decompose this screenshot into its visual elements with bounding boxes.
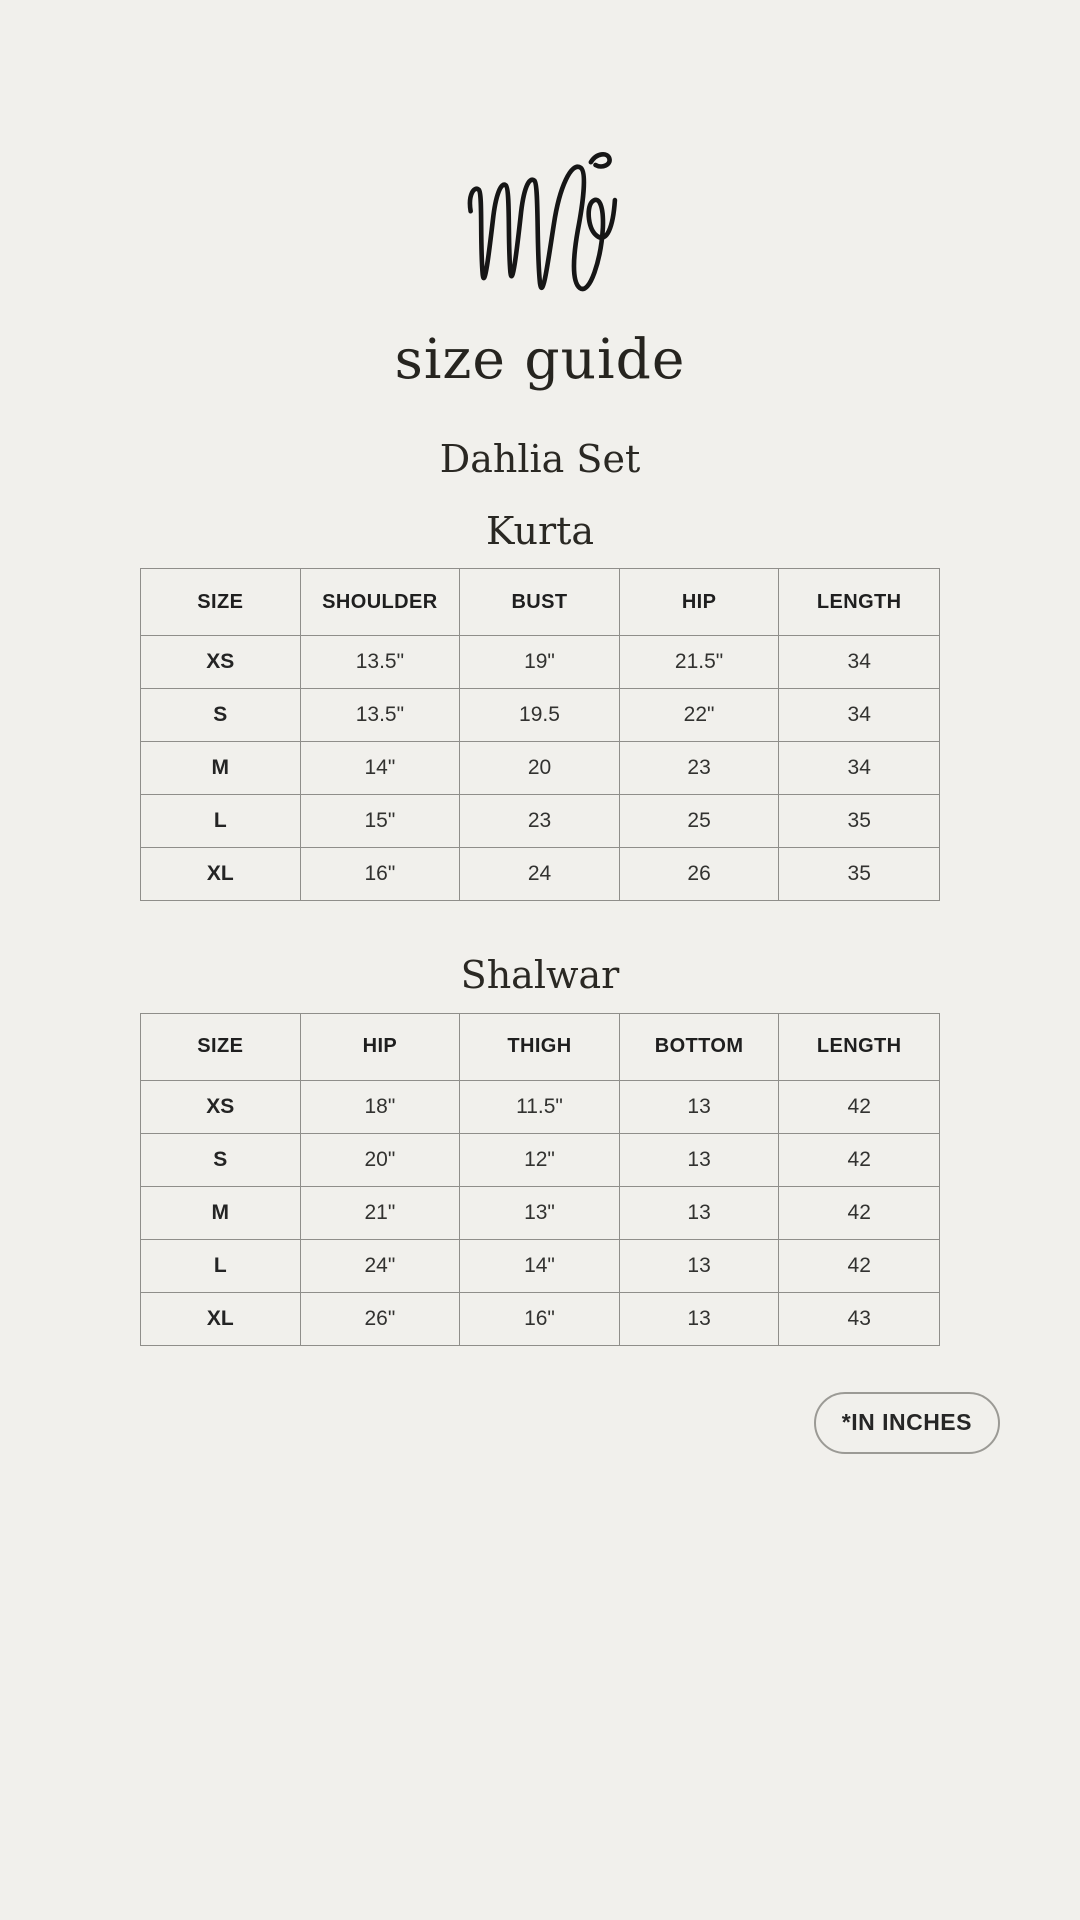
table-row bbox=[141, 742, 939, 795]
value-cell: 19" bbox=[460, 636, 620, 688]
size-cell: M bbox=[141, 1187, 301, 1239]
table-header-row bbox=[141, 569, 939, 636]
size-cell: XS bbox=[141, 636, 301, 688]
value-cell: 21.5" bbox=[620, 636, 780, 688]
shalwar-size-table bbox=[140, 1013, 940, 1346]
value-cell: 14" bbox=[301, 742, 461, 794]
value-cell: 42 bbox=[847, 1147, 871, 1171]
value-cell: 24 bbox=[460, 848, 620, 900]
table-row bbox=[141, 1081, 939, 1134]
value-cell: 34 bbox=[847, 756, 871, 780]
value-cell: 13 bbox=[620, 1293, 780, 1345]
value-cell: 16" bbox=[301, 848, 461, 900]
value-cell: 13 bbox=[620, 1240, 780, 1292]
mw-signature-icon bbox=[454, 146, 626, 306]
table-row bbox=[141, 1187, 939, 1240]
brand-logo bbox=[454, 150, 626, 302]
size-cell: L bbox=[141, 795, 301, 847]
value-cell: 24" bbox=[301, 1240, 461, 1292]
value-cell: 26 bbox=[620, 848, 780, 900]
table-row bbox=[141, 848, 939, 900]
table-header-row bbox=[141, 1014, 939, 1081]
value-cell: 35 bbox=[847, 862, 871, 886]
table-row bbox=[141, 1134, 939, 1187]
value-cell: 26" bbox=[301, 1293, 461, 1345]
table-row bbox=[141, 1240, 939, 1293]
column-header: BUST bbox=[460, 569, 620, 635]
size-cell: XL bbox=[141, 1293, 301, 1345]
kurta-size-table bbox=[140, 568, 940, 901]
value-cell: 21" bbox=[301, 1187, 461, 1239]
table-row bbox=[141, 795, 939, 848]
column-header: HIP bbox=[620, 569, 780, 635]
value-cell: 25 bbox=[620, 795, 780, 847]
column-header: LENGTH bbox=[816, 590, 902, 613]
value-cell: 42 bbox=[847, 1094, 871, 1118]
collection-title: Dahlia Set bbox=[439, 437, 641, 481]
value-cell: 42 bbox=[847, 1253, 871, 1277]
value-cell: 13 bbox=[620, 1081, 780, 1133]
size-cell: L bbox=[141, 1240, 301, 1292]
table-row bbox=[141, 636, 939, 689]
value-cell: 43 bbox=[847, 1306, 871, 1330]
column-header: BOTTOM bbox=[620, 1014, 780, 1080]
value-cell: 20" bbox=[301, 1134, 461, 1186]
value-cell: 19.5 bbox=[460, 689, 620, 741]
value-cell: 13.5" bbox=[301, 689, 461, 741]
value-cell: 18" bbox=[301, 1081, 461, 1133]
value-cell: 42 bbox=[847, 1200, 871, 1224]
value-cell: 23 bbox=[620, 742, 780, 794]
size-cell: XL bbox=[141, 848, 301, 900]
value-cell: 11.5" bbox=[460, 1081, 620, 1133]
value-cell: 13.5" bbox=[301, 636, 461, 688]
units-badge-label: *IN INCHES bbox=[841, 1409, 972, 1436]
page-title: size guide bbox=[394, 327, 686, 391]
column-header: LENGTH bbox=[816, 1035, 902, 1058]
units-badge bbox=[814, 1392, 1000, 1454]
value-cell: 14" bbox=[460, 1240, 620, 1292]
value-cell: 34 bbox=[847, 650, 871, 674]
value-cell: 23 bbox=[460, 795, 620, 847]
column-header: SIZE bbox=[141, 569, 301, 635]
size-cell: XS bbox=[141, 1081, 301, 1133]
value-cell: 13 bbox=[620, 1134, 780, 1186]
size-cell: M bbox=[141, 742, 301, 794]
value-cell: 20 bbox=[460, 742, 620, 794]
column-header: HIP bbox=[301, 1014, 461, 1080]
size-cell: S bbox=[141, 689, 301, 741]
value-cell: 16" bbox=[460, 1293, 620, 1345]
value-cell: 35 bbox=[847, 809, 871, 833]
value-cell: 34 bbox=[847, 703, 871, 727]
value-cell: 13 bbox=[620, 1187, 780, 1239]
value-cell: 15" bbox=[301, 795, 461, 847]
column-header: SIZE bbox=[141, 1014, 301, 1080]
table-row bbox=[141, 1293, 939, 1345]
column-header: SHOULDER bbox=[301, 569, 461, 635]
value-cell: 13" bbox=[460, 1187, 620, 1239]
value-cell: 22" bbox=[620, 689, 780, 741]
section-heading-kurta: Kurta bbox=[485, 508, 595, 553]
column-header: THIGH bbox=[460, 1014, 620, 1080]
size-cell: S bbox=[141, 1134, 301, 1186]
value-cell: 12" bbox=[460, 1134, 620, 1186]
table-row bbox=[141, 689, 939, 742]
section-heading-shalwar: Shalwar bbox=[460, 953, 620, 998]
